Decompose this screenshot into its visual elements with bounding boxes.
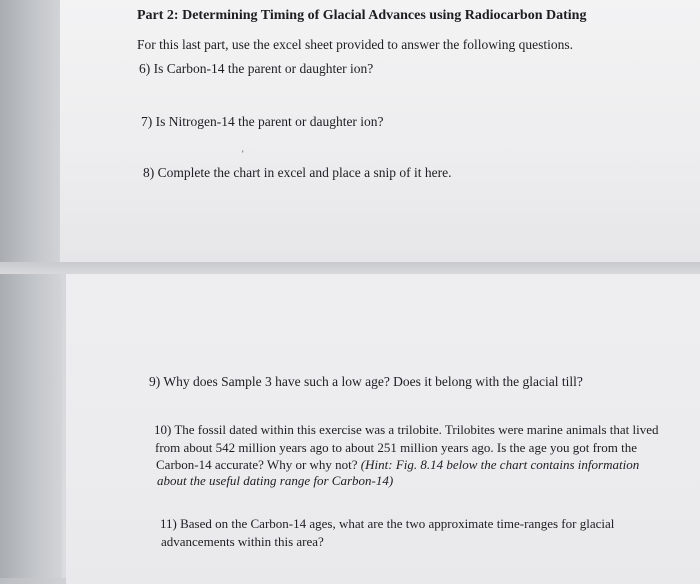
- question-8: 8) Complete the chart in excel and place a snip of it here.: [143, 165, 452, 180]
- question-10-hint-start: (Hint: Fig. 8.14 below the chart contains information: [360, 457, 640, 472]
- question-10-line-2: from about 542 million years ago to about 251 million years ago. Is the age you got from the: [155, 440, 637, 455]
- question-10-line-1: 10) The fossil dated within this exercise was a trilobite. Trilobites were marine animals that lived: [154, 422, 659, 437]
- part-title: Part 2: Determining Timing of Glacial Advances using Radiocarbon Dating: [137, 8, 587, 23]
- question-10-hint-end: about the useful dating range for Carbon-14): [157, 473, 394, 488]
- stray-mark: ': [242, 149, 244, 159]
- question-9: 9) Why does Sample 3 have such a low age? Does it belong with the glacial till?: [149, 374, 583, 389]
- page-break: [0, 262, 700, 274]
- question-11-line-1: 11) Based on the Carbon-14 ages, what are the two approximate time-ranges for glacial: [160, 516, 615, 531]
- desk-shadow: [0, 0, 62, 578]
- question-7: 7) Is Nitrogen-14 the parent or daughter ion?: [141, 114, 384, 129]
- question-10-line-3-text: Carbon-14 accurate? Why or why not?: [156, 457, 361, 472]
- question-11-line-2: advancements within this area?: [161, 534, 324, 549]
- intro-text: For this last part, use the excel sheet provided to answer the following questions.: [137, 37, 574, 52]
- question-6: 6) Is Carbon-14 the parent or daughter ion?: [139, 61, 374, 76]
